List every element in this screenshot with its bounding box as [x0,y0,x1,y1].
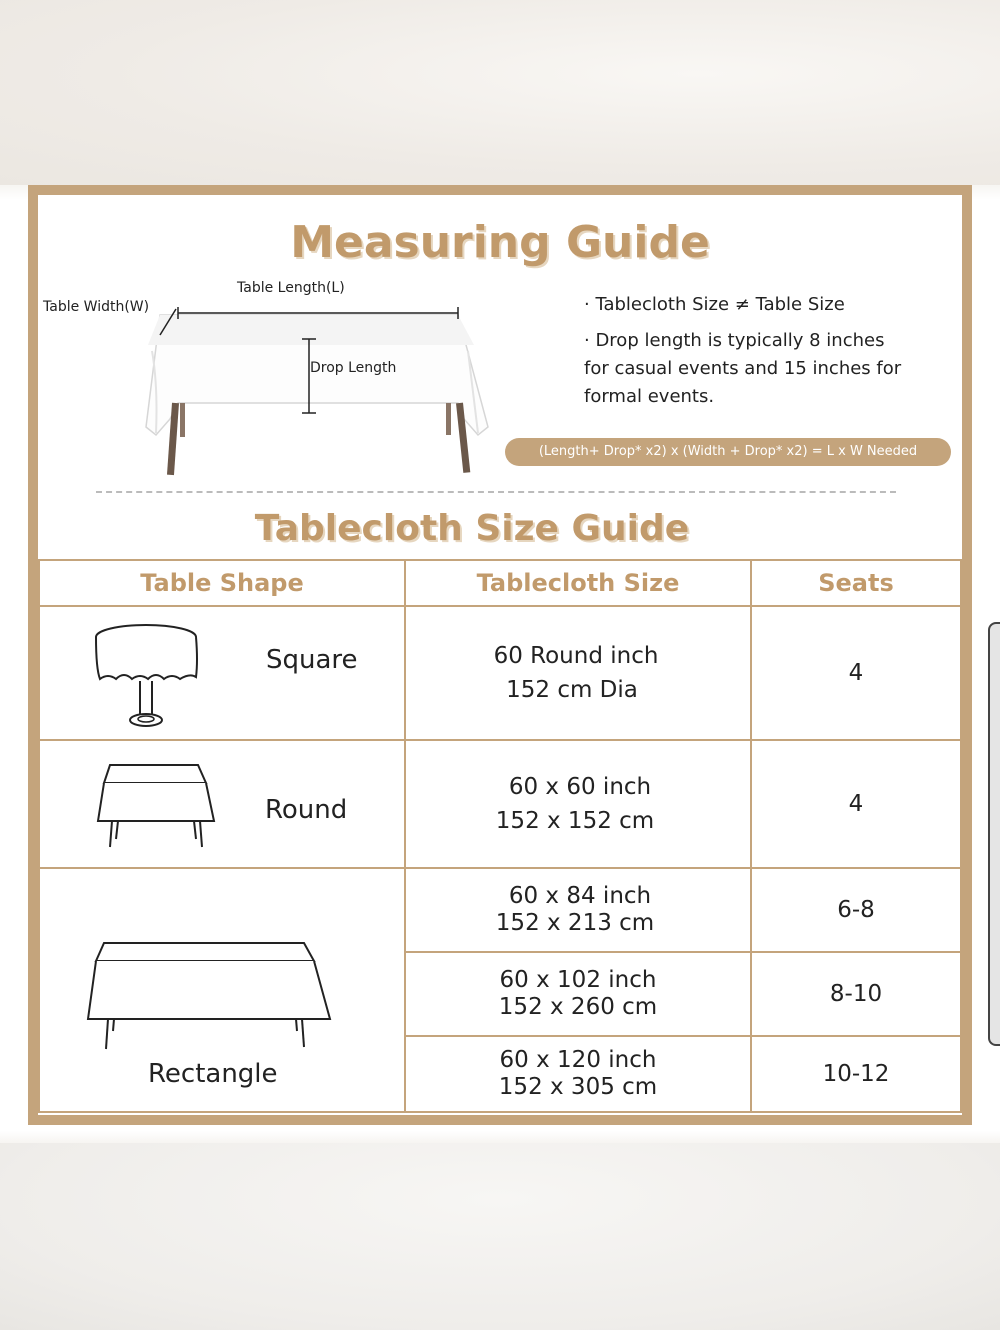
drop-length-label: Drop Length [310,360,397,376]
size-cell [405,606,751,740]
guide-card [28,185,972,1125]
table-row [39,740,961,868]
seats-cell: 4 [751,740,961,868]
size-inch: 60 x 84 inch [508,883,652,909]
size-cell [405,868,751,952]
note-size: · Tablecloth Size ≠ Table Size [584,294,845,315]
bottom-background [0,1143,1000,1330]
size-inch: 60 x 120 inch [499,1047,657,1073]
note-drop-line2: for casual events and 15 inches for [584,358,902,379]
size-cm: 152 x 305 cm [498,1074,658,1100]
size-cm: 152 cm Dia [506,677,638,703]
note-drop-line1: · Drop length is typically 8 inches [584,330,885,351]
shape-label: Square [266,645,358,675]
shape-cell [39,606,405,740]
size-cell [405,952,751,1036]
size-inch: 60 x 102 inch [499,967,657,993]
size-cm: 152 x 213 cm [495,910,655,936]
table-row [39,868,961,952]
note-drop-line3: formal events. [584,386,715,407]
seats-cell: 6-8 [751,868,961,952]
seats-cell: 8-10 [751,952,961,1036]
size-inch: 60 x 60 inch [508,774,652,800]
size-cell [405,1036,751,1112]
table-width-label: Table Width(W) [43,299,150,315]
size-cell [405,740,751,868]
size-guide-title: Tablecloth Size Guide [254,508,690,549]
shape-cell [39,868,405,1112]
seats-cell: 4 [751,606,961,740]
table-diagram-illustration [138,295,498,480]
top-background [0,0,1000,185]
size-cm: 152 x 152 cm [495,808,655,834]
formula-pill: (Length+ Drop* x2) x (Width + Drop* x2) = L x W Needed [505,438,951,466]
square-table-icon [94,759,219,854]
header-table-shape: Table Shape [39,560,405,606]
seats-cell: 10-12 [751,1036,961,1112]
header-seats: Seats [751,560,961,606]
table-header-row [39,560,961,606]
measuring-guide-title: Measuring Guide [290,217,710,268]
size-guide-table [38,559,962,1113]
size-cm: 152 x 260 cm [498,994,658,1020]
rectangle-table-icon [86,939,336,1054]
shape-label: Rectangle [148,1059,278,1089]
size-inch: 60 Round inch [493,643,659,669]
dashed-divider [96,491,896,493]
header-tablecloth-size: Tablecloth Size [405,560,751,606]
table-length-label: Table Length(L) [237,280,345,296]
shape-label: Round [265,795,348,825]
table-row [39,606,961,740]
round-table-icon [94,621,204,731]
shape-cell [39,740,405,868]
scroll-handle[interactable] [988,622,1000,1046]
